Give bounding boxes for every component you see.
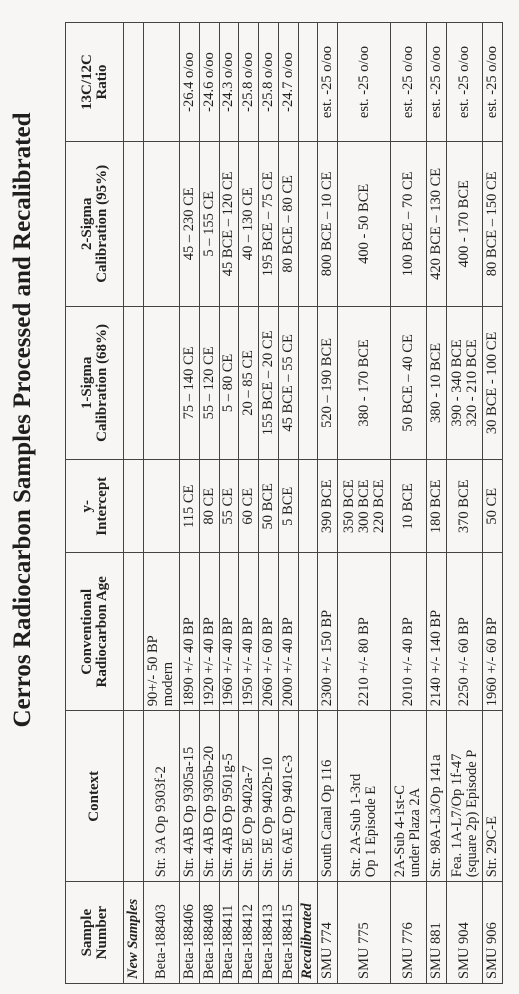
intercept-cell-line: 390 BCE (319, 479, 336, 534)
table-row (199, 23, 219, 984)
sigma2-cell (143, 142, 179, 306)
ratio-cell-line: -24.6 o/oo (200, 52, 217, 112)
ratio-cell-line: -24.3 o/oo (220, 52, 237, 112)
context-cell-line: under Plaza 2A (407, 787, 424, 878)
header-sample: Sample Number (66, 882, 124, 984)
sigma2-cell (259, 142, 279, 306)
table-row (180, 23, 200, 984)
sample-cell: Beta-188403 (143, 882, 179, 984)
sigma2-cell-line: 400 - 50 BCE (355, 183, 372, 264)
empty-cell (124, 142, 144, 306)
table-row (259, 23, 279, 984)
ratio-cell-line: est. -25 o/oo (319, 46, 336, 119)
context-cell-line: 2A-Sub 4-1st-C (392, 785, 409, 878)
ratio-cell-line: -24.7 o/oo (279, 52, 296, 112)
context-cell (446, 711, 482, 882)
sigma1-cell-line: 45 BCE – 55 CE (279, 334, 296, 432)
sample-cell: Beta-188408 (199, 882, 219, 984)
context-cell (199, 711, 219, 882)
ratio-cell (278, 23, 298, 142)
intercept-cell (219, 460, 239, 553)
sigma2-cell (427, 142, 447, 306)
age-cell (143, 553, 179, 711)
intercept-cell-line: 220 BCE (370, 479, 387, 534)
ratio-cell-line: est. -25 o/oo (484, 46, 501, 119)
table-body (124, 23, 503, 984)
intercept-cell-line: 50 CE (484, 487, 501, 525)
intercept-cell (180, 460, 200, 553)
age-cell (318, 553, 338, 711)
context-cell-line: (square 2p) Episode P (463, 749, 480, 878)
sample-cell: SMU 775 (338, 882, 391, 984)
intercept-cell-line: 50 BCE (259, 483, 276, 530)
context-cell-line: South Canal Op 116 (319, 759, 336, 878)
ratio-cell (239, 23, 259, 142)
context-cell (259, 711, 279, 882)
intercept-cell (338, 460, 391, 553)
context-cell-line: Str. 5E Op 9402b-10 (259, 757, 276, 878)
age-cell (483, 553, 503, 711)
sample-cell: SMU 776 (390, 882, 426, 984)
intercept-cell (259, 460, 279, 553)
context-cell-line: Str. 3A Op 9303f-2 (152, 766, 169, 878)
empty-cell (298, 23, 318, 142)
age-cell (199, 553, 219, 711)
sigma2-cell (390, 142, 426, 306)
context-cell-line: Op 1 Episode E (363, 785, 379, 878)
sigma1-cell-line: 390 - 340 BCE (448, 339, 465, 427)
age-cell-line: 1920 +/- 40 BP (200, 617, 217, 707)
context-cell (278, 711, 298, 882)
context-cell (427, 711, 447, 882)
ratio-cell (259, 23, 279, 142)
sigma2-cell-line: 100 BCE – 70 CE (399, 171, 416, 277)
intercept-cell (390, 460, 426, 553)
table-row (390, 23, 426, 984)
sigma2-cell-line: 80 BCE – 150 CE (484, 171, 501, 277)
sigma1-cell (180, 306, 200, 460)
empty-cell (298, 142, 318, 306)
context-cell (483, 711, 503, 882)
sigma1-cell-line: 320 - 210 BCE (463, 339, 480, 427)
sample-cell: SMU 881 (427, 882, 447, 984)
table-row (427, 23, 447, 984)
sample-cell: Beta-188411 (219, 882, 239, 984)
intercept-cell-line: 350 BCE (340, 479, 357, 534)
sigma1-cell-line: 380 - 10 BCE (427, 342, 444, 423)
table-row (338, 23, 391, 984)
age-cell-line: 2000 +/- 40 BP (279, 617, 296, 707)
ratio-cell (338, 23, 391, 142)
sigma1-cell (483, 306, 503, 460)
intercept-cell-line: 60 CE (240, 487, 257, 525)
sigma1-cell-line: 380 - 170 BCE (355, 339, 372, 427)
empty-cell (124, 306, 144, 460)
ratio-cell (199, 23, 219, 142)
age-cell-line: 1960 +/- 60 BP (484, 617, 501, 707)
age-cell (259, 553, 279, 711)
context-cell-line: Str. 4AB Op 9501g-5 (220, 753, 237, 878)
sigma2-cell-line: 400 - 170 BCE (456, 180, 472, 268)
intercept-cell (427, 460, 447, 553)
sigma1-cell (239, 306, 259, 460)
sigma2-cell-line: 45 BCE – 120 CE (220, 171, 237, 277)
sigma2-cell (446, 142, 482, 306)
intercept-cell (199, 460, 219, 553)
empty-cell (124, 460, 144, 553)
empty-cell (124, 23, 144, 142)
sigma1-cell (338, 306, 391, 460)
table-row (446, 23, 482, 984)
age-cell (278, 553, 298, 711)
ratio-cell (427, 23, 447, 142)
age-cell (446, 553, 482, 711)
sigma2-cell (483, 142, 503, 306)
ratio-cell-line: est. -25 o/oo (355, 46, 372, 119)
sample-cell: Beta-188415 (278, 882, 298, 984)
age-cell-line: 1890 +/- 40 BP (180, 617, 197, 707)
context-cell-line: Str. 2A-Sub 1-3rd (348, 773, 364, 878)
empty-cell (298, 711, 318, 882)
empty-cell (298, 553, 318, 711)
radiocarbon-table (65, 22, 503, 984)
ratio-cell-line: est. -25 o/oo (456, 46, 472, 119)
intercept-cell (446, 460, 482, 553)
context-cell (219, 711, 239, 882)
ratio-cell (180, 23, 200, 142)
header-context: Context (66, 711, 124, 882)
intercept-cell (483, 460, 503, 553)
sigma1-cell (446, 306, 482, 460)
context-cell (338, 711, 391, 882)
header-row (66, 23, 124, 984)
context-cell (239, 711, 259, 882)
age-cell (239, 553, 259, 711)
table-row (278, 23, 298, 984)
sigma2-cell-line: 195 BCE – 75 CE (259, 171, 276, 277)
section-row-recalibrated (298, 23, 318, 984)
age-cell-line: 2300 +/- 150 BP (319, 609, 336, 707)
empty-cell (124, 553, 144, 711)
sigma2-cell (219, 142, 239, 306)
age-cell (338, 553, 391, 711)
sigma2-cell (239, 142, 259, 306)
table-row (318, 23, 338, 984)
section-row-new-samples (124, 23, 144, 984)
sigma2-cell-line: 420 BCE – 130 CE (427, 167, 444, 280)
intercept-cell (143, 460, 179, 553)
age-cell-line: 2140 +/- 140 BP (427, 609, 444, 707)
context-cell-line: Str. 4AB Op 9305b-20 (200, 745, 217, 878)
intercept-cell-line: 10 BCE (399, 483, 416, 530)
ratio-cell (143, 23, 179, 142)
age-cell (219, 553, 239, 711)
context-cell (180, 711, 200, 882)
title-block (7, 0, 67, 917)
sigma2-cell (180, 142, 200, 306)
sigma2-cell-line: 800 BCE – 10 CE (319, 171, 336, 277)
intercept-cell (278, 460, 298, 553)
sigma2-cell (318, 142, 338, 306)
sample-cell: SMU 904 (446, 882, 482, 984)
sample-cell: Beta-188413 (259, 882, 279, 984)
ratio-cell-line: -26.4 o/oo (180, 52, 197, 112)
sample-cell: Beta-188406 (180, 882, 200, 984)
header-ratio: 13C/12C Ratio (66, 23, 124, 142)
sigma2-cell-line: 80 BCE – 80 CE (279, 175, 296, 273)
section-label: New Samples (124, 882, 144, 984)
sigma1-cell (278, 306, 298, 460)
age-cell-line: 2250 +/- 60 BP (456, 617, 472, 707)
sigma2-cell-line: 5 – 155 CE (200, 191, 217, 257)
sigma1-cell-line: 75 – 140 CE (180, 346, 197, 420)
age-cell (180, 553, 200, 711)
context-cell (390, 711, 426, 882)
sigma1-cell (427, 306, 447, 460)
table-container (65, 22, 503, 984)
sample-cell: Beta-188412 (239, 882, 259, 984)
section-label: Recalibrated (298, 882, 318, 984)
intercept-cell-line: 370 BCE (456, 479, 472, 534)
intercept-cell-line: 55 CE (220, 487, 237, 525)
ratio-cell (483, 23, 503, 142)
context-cell-line: Str. 4AB Op 9305a-15 (180, 746, 197, 878)
document-title: Cerros Radiocarbon Samples Processed and Recalibrated (9, 112, 36, 728)
empty-cell (124, 711, 144, 882)
intercept-cell-line: 180 BCE (427, 479, 444, 534)
age-cell-line: 1950 +/- 40 BP (240, 617, 257, 707)
sigma1-cell-line: 5 – 80 CE (220, 353, 237, 413)
ratio-cell (318, 23, 338, 142)
context-cell-line: Fea. 1A-L7/Op 1f-47 (448, 753, 465, 878)
sigma1-cell (219, 306, 239, 460)
empty-cell (298, 306, 318, 460)
header-age: Conventional Radiocarbon Age (66, 553, 124, 711)
sigma1-cell (199, 306, 219, 460)
ratio-cell-line: -25.8 o/oo (240, 52, 257, 112)
ratio-cell (219, 23, 239, 142)
context-cell-line: Str. 98A-L3/Op 141a (427, 754, 444, 878)
header-sigma2: 2-Sigma Calibration (95%) (66, 142, 124, 306)
age-cell-line: 2010 +/- 40 BP (399, 617, 416, 707)
age-cell-line: 2060 +/- 60 BP (259, 617, 276, 707)
sigma1-cell (390, 306, 426, 460)
age-cell-line: modern (160, 662, 177, 707)
sigma1-cell (318, 306, 338, 460)
intercept-cell-line: 5 BCE (279, 486, 296, 526)
context-cell (318, 711, 338, 882)
sigma1-cell-line: 155 BCE – 20 CE (259, 330, 276, 436)
sigma1-cell-line: 520 – 190 BCE (319, 337, 336, 428)
context-cell (143, 711, 179, 882)
ratio-cell-line: est. -25 o/oo (399, 46, 416, 119)
header-sigma1: 1-Sigma Calibration (68%) (66, 306, 124, 460)
intercept-cell-line: 300 BCE (355, 479, 372, 534)
table-row (143, 23, 179, 984)
age-cell (390, 553, 426, 711)
intercept-cell (239, 460, 259, 553)
sigma2-cell (338, 142, 391, 306)
table-row (239, 23, 259, 984)
ratio-cell-line: est. -25 o/oo (427, 46, 444, 119)
ratio-cell-line: -25.8 o/oo (259, 52, 276, 112)
sigma1-cell-line: 50 BCE – 40 CE (399, 334, 416, 432)
intercept-cell-line: 80 CE (200, 487, 217, 525)
sigma2-cell (199, 142, 219, 306)
context-cell-line: Str. 6AE Op 9401c-3 (279, 754, 296, 878)
table-row (219, 23, 239, 984)
ratio-cell (390, 23, 426, 142)
intercept-cell (318, 460, 338, 553)
sigma1-cell (259, 306, 279, 460)
intercept-cell-line: 115 CE (180, 484, 197, 528)
sigma2-cell-line: 40 – 130 CE (240, 187, 257, 261)
sigma1-cell (143, 306, 179, 460)
sigma2-cell-line: 45 – 230 CE (180, 187, 197, 261)
empty-cell (298, 460, 318, 553)
context-cell-line: Str. 29C-E (484, 816, 501, 878)
age-cell (427, 553, 447, 711)
sigma1-cell-line: 20 – 85 CE (240, 350, 257, 416)
sample-cell: SMU 774 (318, 882, 338, 984)
context-cell-line: Str. 5E Op 9402a-7 (240, 765, 257, 878)
age-cell-line: 2210 +/- 80 BP (355, 617, 372, 707)
sigma2-cell (278, 142, 298, 306)
ratio-cell (446, 23, 482, 142)
header-intercept: y- Intercept (66, 460, 124, 553)
sigma1-cell-line: 55 – 120 CE (200, 346, 217, 420)
age-cell-line: 90+/- 50 BP (145, 635, 162, 707)
table-row (483, 23, 503, 984)
sigma1-cell-line: 30 BCE - 100 CE (484, 331, 501, 435)
age-cell-line: 1960 +/- 40 BP (220, 617, 237, 707)
sample-cell: SMU 906 (483, 882, 503, 984)
